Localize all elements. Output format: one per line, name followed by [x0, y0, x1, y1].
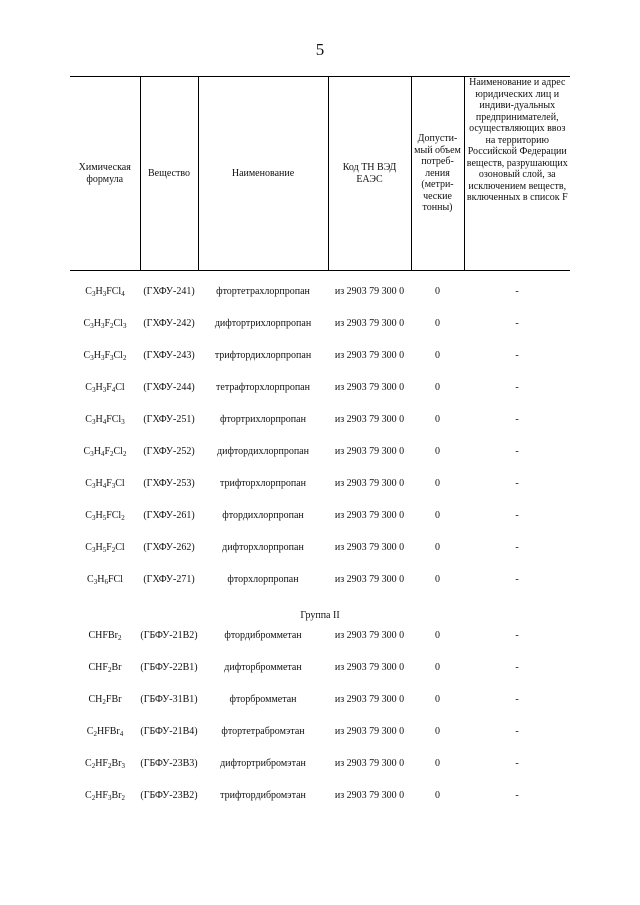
table-row — [70, 629, 570, 661]
cell-name-address: - — [515, 382, 519, 393]
cell-name: тетрафторхлорпропан — [216, 382, 310, 393]
cell-name-address: - — [515, 630, 519, 641]
cell-consumption: 0 — [435, 446, 440, 457]
group-label: Группа II — [300, 610, 340, 621]
cell-name-address: - — [515, 446, 519, 457]
cell-formula: $C_3H_3F_2Cl_3$ — [83, 318, 127, 330]
cell-formula: $C_2HF_2Br_3$ — [85, 758, 125, 770]
cell-name: трифтордихлорпропан — [214, 350, 312, 361]
cell-formula: $C_3H_4F_2Cl_2$ — [83, 446, 127, 458]
cell-name-address: - — [515, 414, 519, 425]
cell-name: трифтордибромэтан — [220, 790, 306, 801]
cell-formula: $C_3H_6FCl$ — [87, 574, 123, 586]
cell-name-address: - — [515, 790, 519, 801]
cell-substance: (ГХФУ-253) — [143, 478, 195, 489]
cell-consumption: 0 — [435, 758, 440, 769]
table-row — [70, 541, 570, 573]
cell-substance: (ГБФУ-21B2) — [140, 630, 198, 641]
table-row — [70, 573, 570, 605]
cell-substance: (ГБФУ-21B4) — [140, 726, 198, 737]
cell-consumption: 0 — [435, 286, 440, 297]
cell-code: из 2903 79 300 0 — [334, 790, 405, 801]
cell-formula: $C_3H_3F_3Cl_2$ — [83, 350, 127, 362]
table-row — [70, 725, 570, 757]
cell-name-address: - — [515, 542, 519, 553]
cell-code: из 2903 79 300 0 — [334, 694, 405, 705]
cell-consumption: 0 — [435, 790, 440, 801]
cell-consumption: 0 — [435, 662, 440, 673]
cell-name-address: - — [515, 350, 519, 361]
table-row — [70, 693, 570, 725]
cell-formula: $C_3H_3F_4Cl$ — [85, 382, 125, 394]
cell-name: дифтордихлорпропан — [217, 446, 309, 457]
cell-substance: (ГБФУ-23B3) — [140, 758, 198, 769]
cell-name: дифторбромметан — [224, 662, 302, 673]
page-number: 5 — [315, 40, 325, 59]
cell-consumption: 0 — [435, 694, 440, 705]
cell-code: из 2903 79 300 0 — [334, 478, 405, 489]
cell-name: трифторхлорпропан — [219, 478, 307, 489]
cell-code: из 2903 79 300 0 — [334, 630, 405, 641]
cell-substance: (ГХФУ-243) — [143, 350, 195, 361]
cell-substance: (ГХФУ-261) — [143, 510, 195, 521]
cell-code: из 2903 79 300 0 — [334, 446, 405, 457]
table-body — [70, 271, 570, 822]
cell-consumption: 0 — [435, 542, 440, 553]
cell-formula: $C_3H_5FCl_2$ — [85, 510, 125, 522]
cell-name: дифтортрихлорпропан — [214, 318, 312, 329]
cell-name-address: - — [515, 478, 519, 489]
cell-substance: (ГБФУ-31B1) — [140, 694, 198, 705]
header-consumption: Допусти-мый объем потреб-ления (метри-ческие тонны) — [411, 77, 464, 271]
cell-name-address: - — [515, 510, 519, 521]
table-row — [70, 509, 570, 541]
cell-substance: (ГХФУ-244) — [143, 382, 195, 393]
cell-name: фтортетрабромэтан — [221, 726, 305, 737]
cell-code: из 2903 79 300 0 — [334, 662, 405, 673]
cell-name: дифтортрибромэтан — [220, 758, 306, 769]
cell-name-address: - — [515, 726, 519, 737]
cell-substance: (ГХФУ-252) — [143, 446, 195, 457]
cell-consumption: 0 — [435, 318, 440, 329]
cell-name: дифторхлорпропан — [222, 542, 304, 553]
cell-formula: $C_3H_4FCl_3$ — [85, 414, 125, 426]
cell-name: фторбромметан — [229, 694, 297, 705]
cell-substance: (ГХФУ-242) — [143, 318, 195, 329]
cell-code: из 2903 79 300 0 — [334, 510, 405, 521]
table-row — [70, 445, 570, 477]
group-row — [70, 605, 570, 629]
header-code: Код ТН ВЭД ЕАЭС — [328, 77, 411, 271]
cell-name: фтордихлорпропан — [222, 510, 304, 521]
cell-substance: (ГХФУ-271) — [143, 574, 195, 585]
cell-formula: $C_3H_5F_2Cl$ — [85, 542, 125, 554]
header-name-address: Наименование и адрес юридических лиц и индиви-дуальных предпринимателей, осуществляющих ввоз на территорию Российской Федерации веществ, разрушающих озоновый слой, за исключением веществ, включенных в список F — [464, 77, 570, 271]
cell-name-address: - — [515, 286, 519, 297]
cell-name: фтордибромметан — [224, 630, 302, 641]
cell-consumption: 0 — [435, 574, 440, 585]
cell-name: фторхлорпропан — [227, 574, 299, 585]
table-row — [70, 381, 570, 413]
cell-code: из 2903 79 300 0 — [334, 382, 405, 393]
cell-code: из 2903 79 300 0 — [334, 758, 405, 769]
table-row — [70, 477, 570, 509]
cell-formula: $C_2HF_3Br_2$ — [85, 790, 125, 802]
cell-name-address: - — [515, 662, 519, 673]
cell-name-address: - — [515, 758, 519, 769]
cell-code: из 2903 79 300 0 — [334, 726, 405, 737]
cell-consumption: 0 — [435, 382, 440, 393]
header-formula: Химическая формула — [70, 77, 140, 271]
cell-code: из 2903 79 300 0 — [334, 318, 405, 329]
table-row — [70, 317, 570, 349]
table-row — [70, 789, 570, 821]
substances-table — [70, 76, 570, 821]
cell-consumption: 0 — [435, 630, 440, 641]
table-row — [70, 349, 570, 381]
header-name: Наименование — [198, 77, 328, 271]
table-row — [70, 413, 570, 445]
cell-name-address: - — [515, 574, 519, 585]
cell-code: из 2903 79 300 0 — [334, 574, 405, 585]
table-row — [70, 661, 570, 693]
cell-substance: (ГБФУ-23B2) — [140, 790, 198, 801]
cell-substance: (ГБФУ-22B1) — [140, 662, 198, 673]
cell-substance: (ГХФУ-251) — [143, 414, 195, 425]
cell-code: из 2903 79 300 0 — [334, 286, 405, 297]
cell-substance: (ГХФУ-262) — [143, 542, 195, 553]
cell-formula: $C_3H_3FCl_4$ — [85, 286, 125, 298]
cell-formula: $C_3H_4F_3Cl$ — [85, 478, 125, 490]
cell-code: из 2903 79 300 0 — [334, 350, 405, 361]
cell-formula: CHFBr$_2$ — [88, 630, 122, 642]
table-header-row — [70, 77, 570, 271]
cell-consumption: 0 — [435, 726, 440, 737]
cell-name: фтортетрахлорпропан — [216, 286, 310, 297]
cell-formula: $CHF_2Br$ — [88, 662, 122, 674]
cell-name: фтортрихлорпропан — [220, 414, 306, 425]
header-substance: Вещество — [140, 77, 198, 271]
cell-name-address: - — [515, 318, 519, 329]
cell-code: из 2903 79 300 0 — [334, 414, 405, 425]
cell-code: из 2903 79 300 0 — [334, 542, 405, 553]
cell-consumption: 0 — [435, 510, 440, 521]
cell-name-address: - — [515, 694, 519, 705]
cell-substance: (ГХФУ-241) — [143, 286, 195, 297]
table-row — [70, 271, 570, 318]
cell-formula: $CH_2FBr$ — [88, 694, 122, 706]
cell-consumption: 0 — [435, 414, 440, 425]
table-row — [70, 757, 570, 789]
cell-consumption: 0 — [435, 350, 440, 361]
cell-consumption: 0 — [435, 478, 440, 489]
substances-table-container — [70, 76, 570, 821]
cell-formula: $C_2HFBr_4$ — [86, 726, 124, 738]
